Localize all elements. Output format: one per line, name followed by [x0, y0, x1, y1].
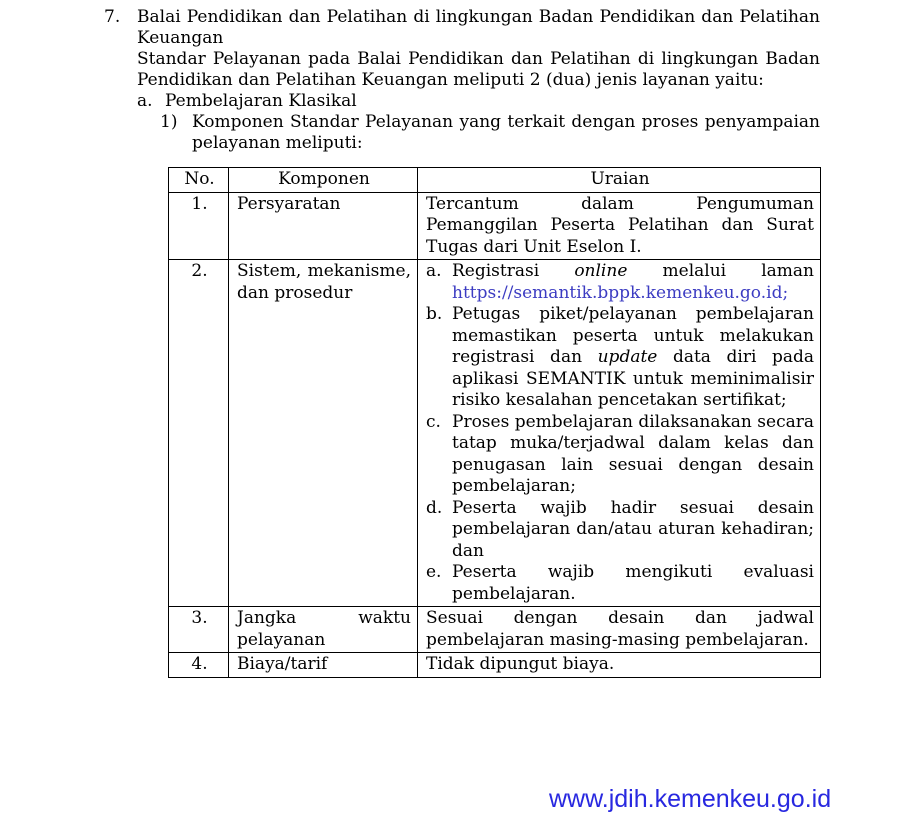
service-standard-table	[168, 167, 821, 678]
list-item-d	[426, 498, 814, 563]
sub-item-1	[160, 112, 820, 154]
header-komponen: Komponen	[229, 168, 418, 193]
list-item-b	[426, 304, 814, 412]
item-7-intro: Standar Pelayanan pada Balai Pendidikan dan Pelatihan di lingkungan Badan Pendidikan dan Pelatihan Keuangan meliputi 2 (dua) jenis layanan yaitu:	[137, 49, 820, 90]
row-2-no: 2.	[169, 260, 229, 607]
list-item-e-text: Peserta wajib mengikuti evaluasi pembelajaran.	[452, 562, 814, 604]
list-item-e	[426, 562, 814, 605]
list-item-a-marker: a.	[426, 261, 442, 281]
list-item-a-text: Registrasi	[452, 261, 540, 281]
list-item-b-text2: data diri pada aplikasi SEMANTIK untuk meminimalisir risiko kesalahan pencetakan sertifikat;	[452, 347, 814, 410]
sub-item-a-label: a.	[137, 91, 153, 111]
sub-item-1-label: 1)	[160, 112, 178, 132]
list-item-e-marker: e.	[426, 562, 442, 582]
table-row	[169, 192, 821, 260]
list-item-b-italic: update	[597, 347, 658, 367]
row-3-no: 3.	[169, 607, 229, 653]
table-row	[169, 607, 821, 653]
list-item-b-text: Petugas piket/pelayanan pembelajaran memastikan peserta untuk melakukan registrasi dan	[452, 304, 814, 367]
list-item-a-italic: online	[574, 261, 628, 281]
list-item-c	[426, 412, 814, 498]
row-1-uraian: Tercantum dalam Pengumuman Pemanggilan Peserta Pelatihan dan Surat Tugas dari Unit Eselon I.	[418, 192, 821, 260]
list-item-b-marker: b.	[426, 304, 443, 324]
table-row	[169, 653, 821, 678]
row-1-no: 1.	[169, 192, 229, 260]
list-item-a-text2: melalui laman	[662, 261, 815, 281]
jdih-footer-link[interactable]: www.jdih.kemenkeu.go.id	[549, 785, 832, 813]
item-7	[104, 7, 820, 112]
item-7-content	[137, 7, 820, 112]
item-7-number: 7.	[104, 7, 121, 27]
row-2-komponen: Sistem, mekanisme, dan prosedur	[229, 260, 418, 607]
semantik-link[interactable]: https://semantik.bppk.kemenkeu.go.id;	[452, 282, 789, 303]
row-2-uraian	[418, 260, 821, 607]
sub-item-a-title: Pembelajaran Klasikal	[165, 91, 357, 111]
table-row	[169, 260, 821, 607]
list-item-c-marker: c.	[426, 411, 441, 432]
sub-item-a	[137, 91, 820, 112]
item-7-title: Balai Pendidikan dan Pelatihan di lingkungan Badan Pendidikan dan Pelatihan Keuangan	[137, 7, 820, 48]
header-no: No.	[169, 168, 229, 193]
row-3-uraian: Sesuai dengan desain dan jadwal pembelajaran masing-masing pembelajaran.	[418, 607, 821, 653]
sub-item-1-text: Komponen Standar Pelayanan yang terkait dengan proses penyampaian pelayanan meliputi:	[192, 112, 820, 153]
row-3-komponen: Jangka waktu pelayanan	[229, 607, 418, 653]
row-1-komponen: Persyaratan	[229, 192, 418, 260]
list-item-d-text: Peserta wajib hadir sesuai desain pembelajaran dan/atau aturan kehadiran; dan	[452, 497, 814, 561]
table-header-row	[169, 168, 821, 193]
header-uraian: Uraian	[418, 168, 821, 193]
row-4-komponen: Biaya/tarif	[229, 653, 418, 678]
list-item-d-marker: d.	[426, 497, 443, 518]
row-4-no: 4.	[169, 653, 229, 678]
list-item-a	[426, 261, 814, 304]
list-item-c-text: Proses pembelajaran dilaksanakan secara tatap muka/terjadwal dalam kelas dan penugasan lain sesuai dengan desain pembelajaran;	[452, 411, 814, 496]
row-4-uraian: Tidak dipungut biaya.	[418, 653, 821, 678]
